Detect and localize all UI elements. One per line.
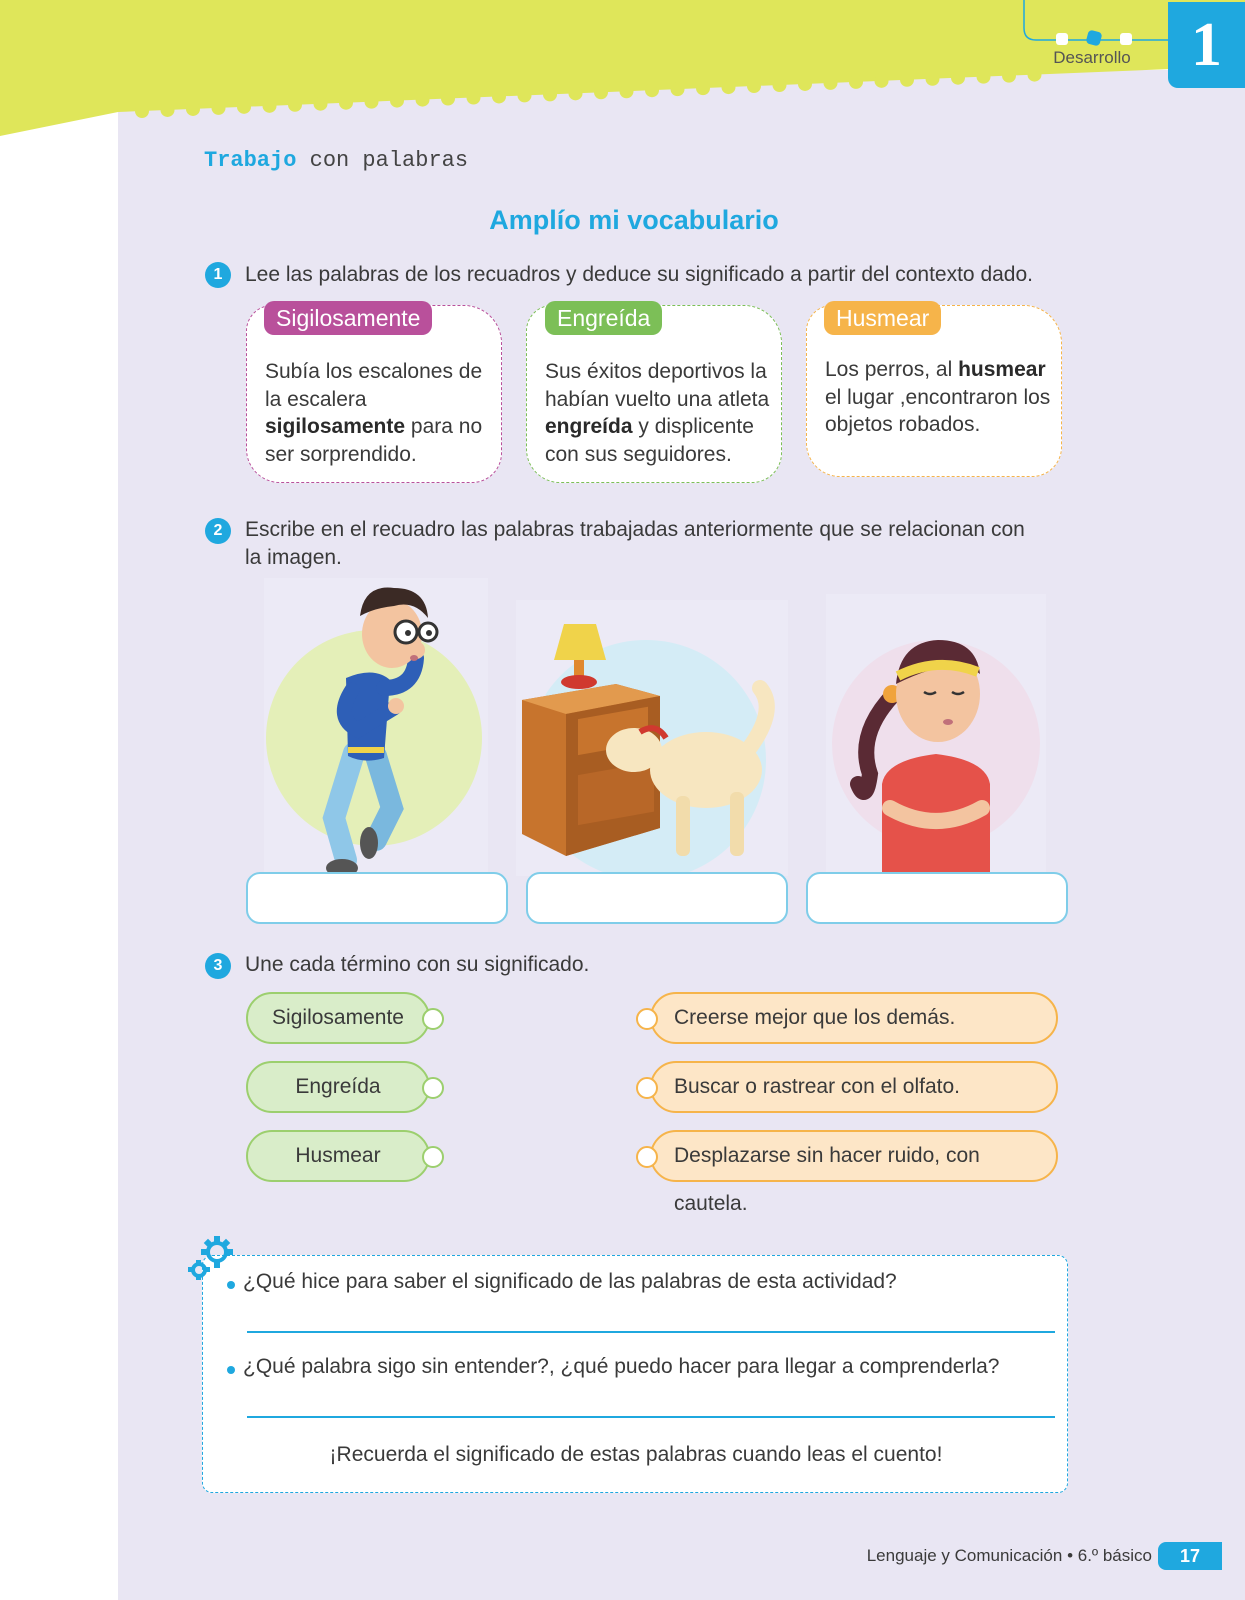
reflection-question-1: ¿Qué hice para saber el significado de las palabras de esta actividad? — [243, 1270, 897, 1293]
banner-dot — [773, 78, 787, 92]
definition-1[interactable]: Creerse mejor que los demás. — [650, 992, 1058, 1044]
banner-dot — [441, 92, 455, 106]
bullet-icon — [227, 1281, 235, 1289]
proud-girl-illustration — [826, 594, 1046, 878]
banner-dot — [263, 99, 277, 113]
answer-line-2[interactable] — [247, 1416, 1055, 1418]
banner-dot — [518, 88, 532, 102]
banner-dot — [671, 82, 685, 96]
word-card-text: Sus éxitos deportivos la habían vuelto una atleta engreída y displicente con sus seguidores. — [545, 360, 770, 466]
section-title — [204, 148, 468, 173]
footer-subject: Lenguaje y Comunicación • 6.º básico — [866, 1546, 1152, 1565]
banner-dot — [390, 94, 404, 108]
banner-dot — [492, 89, 506, 103]
connector-dot[interactable] — [636, 1008, 658, 1030]
question-1-text: Lee las palabras de los recuadros y deduce su significado a partir del contexto dado. — [245, 263, 1033, 286]
banner-dot — [365, 95, 379, 109]
banner-dot — [1002, 69, 1016, 83]
section-title-rest: con palabras — [296, 148, 469, 173]
connector-dot[interactable] — [422, 1008, 444, 1030]
banner-dot — [798, 77, 812, 91]
bullet-icon — [227, 1366, 235, 1374]
banner-dot — [722, 80, 736, 94]
banner-dot — [135, 104, 149, 118]
banner-dot — [569, 86, 583, 100]
banner-dot — [747, 79, 761, 93]
banner-dot — [900, 73, 914, 87]
question-number-1: 1 — [205, 262, 231, 288]
question-2-text: Escribe en el recuadro las palabras trabajadas anteriormente que se relacionan con la imagen. — [245, 518, 1025, 569]
banner-dot — [543, 87, 557, 101]
banner-dot — [186, 102, 200, 116]
banner-dot — [875, 74, 889, 88]
dog-sniffing-drawer-illustration — [516, 600, 788, 876]
term-husmear[interactable]: Husmear — [246, 1130, 430, 1182]
word-tag-husmear: Husmear — [824, 301, 941, 335]
banner-dot — [416, 93, 430, 107]
reflection-box — [202, 1255, 1068, 1493]
banner-dot — [288, 98, 302, 112]
section-title-bold: Trabajo — [204, 148, 297, 173]
banner-dot — [824, 76, 838, 90]
definition-2[interactable]: Buscar o rastrear con el olfato. — [650, 1061, 1058, 1113]
gears-icon — [186, 1236, 236, 1282]
reflection-reminder: ¡Recuerda el significado de estas palabras cuando leas el cuento! — [329, 1443, 943, 1466]
banner-dot — [594, 85, 608, 99]
banner-dot — [645, 83, 659, 97]
term-sigilosamente[interactable]: Sigilosamente — [246, 992, 430, 1044]
unit-number-badge: 1 — [1168, 2, 1245, 88]
question-number-2: 2 — [205, 518, 231, 544]
banner-dot — [161, 103, 175, 117]
banner-dot — [314, 97, 328, 111]
connector-dot[interactable] — [422, 1077, 444, 1099]
answer-line-1[interactable] — [247, 1331, 1055, 1333]
section-label: Desarrollo — [1053, 48, 1131, 67]
page-number: 17 — [1158, 1542, 1222, 1570]
banner-dot — [926, 72, 940, 86]
connector-dot[interactable] — [422, 1146, 444, 1168]
word-card-text: Los perros, al husmear el lugar ,encontraron los objetos robados. — [825, 358, 1051, 436]
word-tag-sigilosamente: Sigilosamente — [264, 301, 432, 335]
question-number-3: 3 — [205, 953, 231, 979]
banner-dot — [951, 71, 965, 85]
question-3-text: Une cada término con su significado. — [245, 953, 590, 976]
definition-3[interactable]: Desplazarse sin hacer ruido, con cautela. — [650, 1130, 1058, 1182]
banner-dot — [696, 81, 710, 95]
word-card-text: Subía los escalones de la escalera sigilosamente para no ser sorprendido. — [265, 360, 483, 466]
banner-dot — [620, 84, 634, 98]
answer-box-3[interactable] — [806, 872, 1068, 924]
banner-dot — [212, 101, 226, 115]
boy-sneaking-illustration — [264, 578, 488, 878]
banner-dot — [849, 75, 863, 89]
term-engreida[interactable]: Engreída — [246, 1061, 430, 1113]
page-heading: Amplío mi vocabulario — [489, 205, 779, 235]
banner-dot — [467, 90, 481, 104]
banner-dot — [977, 70, 991, 84]
reflection-question-2: ¿Qué palabra sigo sin entender?, ¿qué puedo hacer para llegar a comprenderla? — [243, 1355, 1000, 1378]
banner-dot — [237, 100, 251, 114]
answer-box-1[interactable] — [246, 872, 508, 924]
connector-dot[interactable] — [636, 1146, 658, 1168]
connector-dot[interactable] — [636, 1077, 658, 1099]
section-tab — [1022, 0, 1192, 80]
answer-box-2[interactable] — [526, 872, 788, 924]
banner-dot — [339, 96, 353, 110]
word-tag-engreida: Engreída — [545, 301, 662, 335]
